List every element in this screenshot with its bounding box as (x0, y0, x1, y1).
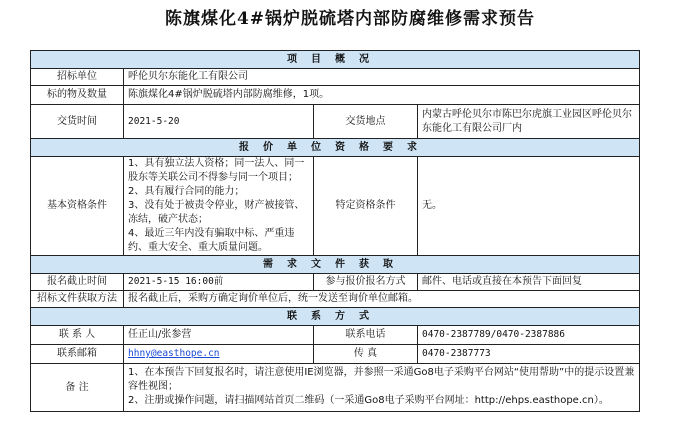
deadline-label: 报名截止时间 (31, 274, 124, 291)
section-header-docs: 需求文件获取 (31, 256, 640, 274)
bidder-value: 呼伦贝尔东能化工有限公司 (124, 69, 640, 86)
contact-person-value: 任正山/张参营 (124, 326, 314, 345)
subject-value: 陈旗煤化4#锅炉脱硫塔内部防腐维修，1项。 (124, 86, 640, 105)
contact-email-link[interactable]: hhny@easthope.cn (128, 348, 220, 359)
remark-line: 1、在本预告下回复报名时，请注意使用IE浏览器，并参照一采通Go8电子采购平台网站“使用帮助”中的提示设置兼容性视图； (128, 367, 635, 392)
deadline-value: 2021-5-15 16:00前 (124, 274, 314, 291)
obtain-value: 报名截止后，采购方确定询价单位后，统一发送至询价单位邮箱。 (124, 291, 640, 308)
qualification-line: 3、没有处于被责令停业，财产被接管、冻结，破产状态； (128, 200, 305, 225)
delivery-time-value: 2021-5-20 (124, 105, 314, 139)
contact-phone-label: 联系电话 (314, 326, 418, 345)
qualification-line: 1、具有独立法人资格；同一法人、同一股东等关联公司不得参与同一个项目； (128, 158, 305, 183)
section-row (31, 256, 640, 274)
delivery-place-value: 内蒙古呼伦贝尔市陈巴尔虎旗工业园区呼伦贝尔东能化工有限公司厂内 (418, 105, 640, 139)
delivery-time-label: 交货时间 (31, 105, 124, 139)
table-row (31, 105, 640, 139)
table-row (31, 326, 640, 345)
fax-value: 0470-2387773 (418, 345, 640, 364)
page-title: 陈旗煤化4#锅炉脱硫塔内部防腐维修需求预告 (164, 9, 536, 29)
section-row (31, 51, 640, 69)
table-row (31, 157, 640, 256)
table-row (31, 69, 640, 86)
section-header-contact: 联系方式 (31, 308, 640, 326)
obtain-label: 招标文件获取方法 (31, 291, 124, 308)
qualification-line: 4、最近三年内没有骗取中标、严重违约、重大安全、重大质量问题。 (128, 228, 295, 253)
qualification-line: 2、具有履行合同的能力； (128, 186, 245, 197)
table-row (31, 86, 640, 105)
remarks-value (124, 364, 640, 412)
contact-email-label: 联系邮箱 (31, 345, 124, 364)
fax-label: 传 真 (314, 345, 418, 364)
special-qualification-label: 特定资格条件 (314, 157, 418, 256)
contact-person-label: 联 系 人 (31, 326, 124, 345)
method-value: 邮件、电话或直接在本预告下面回复 (418, 274, 640, 291)
notice-table (30, 50, 640, 412)
table-row (31, 345, 640, 364)
table-row (31, 274, 640, 291)
section-row (31, 308, 640, 326)
table-row (31, 364, 640, 412)
section-header-overview: 项目概况 (31, 51, 640, 69)
basic-qualification-value (124, 157, 314, 256)
section-header-qualification: 报价单位资格要求 (31, 139, 640, 157)
special-qualification-value: 无。 (418, 157, 640, 256)
contact-email-cell (124, 345, 314, 364)
subject-label: 标的物及数量 (31, 86, 124, 105)
bidder-label: 招标单位 (31, 69, 124, 86)
table-row (31, 291, 640, 308)
remarks-label: 备 注 (31, 364, 124, 412)
section-row (31, 139, 640, 157)
delivery-place-label: 交货地点 (314, 105, 418, 139)
method-label: 参与报价报名方式 (314, 274, 418, 291)
remark-line: 2、注册或操作问题，请扫描网站首页二维码（一采通Go8电子采购平台网址：http://ehps.easthope.cn）。 (128, 395, 609, 406)
contact-phone-value: 0470-2387789/0470-2387886 (418, 326, 640, 345)
basic-qualification-label: 基本资格条件 (31, 157, 124, 256)
